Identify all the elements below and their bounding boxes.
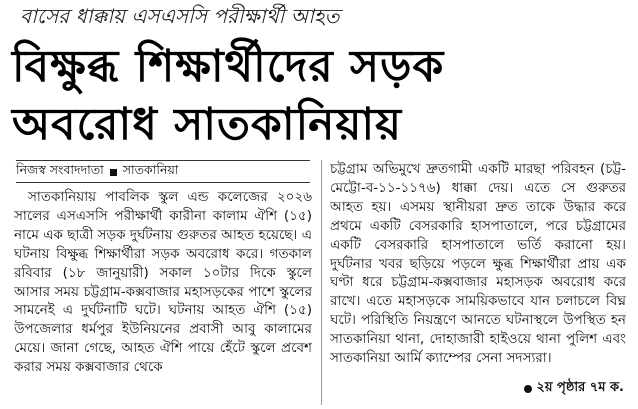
bullet-dot-icon <box>524 385 532 393</box>
byline-location: সাতকানিয়া <box>122 162 179 177</box>
kicker: বাসের ধাক্কায় এসএসসি পরীক্ষার্থী আহত <box>20 4 340 28</box>
article-column-left <box>14 188 312 408</box>
body-paragraph-right: চট্টগ্রাম অভিমুখে দ্রুতগামী একটি মারছা পরিবহন (চট্ট-মেট্টো-ব-১১-১১৭৬) ধাক্কা দেয়। এতে সে গুরুতর আহত হয়। এসময় স্থানীয়রা দ্রুত তাকে উদ্ধার করে প্রথমে একটি বেসরকারি হাসপাতালে, পরে চট্টগ্রামের একটি বেসরকারি হাসপাতালে ভর্তি করানো হয়। দুর্ঘটনার খবর ছড়িয়ে পড়লে ক্ষুব্ধ শিক্ষার্থীরা প্রায় এক ঘণ্টা ধরে চট্টগ্রাম-কক্সবাজার মহাসড়ক অবরোধ করে রাখে। এতে মহাসড়কে সাময়িকভাবে যান চলাচলে বিঘ্ন ঘটে। পরিস্থিতি নিয়ন্ত্রণে আনতে ঘটনাস্থলে উপস্থিত হন সাতকানিয়া থানা, দোহাজারী হাইওয়ে থানা পুলিশ এবং সাতকানিয়া আর্মি ক্যাম্পের সেনা সদস্যরা। <box>330 161 626 367</box>
byline <box>16 162 178 182</box>
byline-bottom-rule <box>16 182 310 183</box>
continued-label: ২য় পৃষ্ঠার ৭ম ক. <box>536 380 624 395</box>
column-divider <box>321 160 322 405</box>
continued-on-link[interactable] <box>524 378 624 399</box>
headline-line-2: অবরোধ সাতকানিয়ায় <box>12 99 403 150</box>
square-bullet-icon <box>110 169 117 176</box>
byline-reporter: নিজস্ব সংবাদদাতা <box>16 162 104 177</box>
headline-line-1: বিক্ষুব্ধ শিক্ষার্থীদের সড়ক <box>12 41 445 92</box>
article-column-right <box>330 160 626 372</box>
headline <box>12 38 632 154</box>
byline-top-rule <box>16 160 310 161</box>
body-paragraph-left: সাতকানিয়ায় পাবলিক স্কুল এন্ড কলেজের ২০২৬ সালের এসএসসি পরীক্ষার্থী কারীনা কালাম ঐশি (১৫) নামে এক ছাত্রী সড়ক দুর্ঘটনায় গুরুতর আহত হয়েছে। এ ঘটনায় বিক্ষুব্ধ শিক্ষার্থীরা সড়ক অবরোধ করে। গতকাল রবিবার (১৮ জানুয়ারী) সকাল ১০টার দিকে স্কুলে আসার সময় চট্টগ্রাম-কক্সবাজার মহাসড়কের পাশে স্কুলের সামনেই এ দুর্ঘটনাটি ঘটে। ঘটনায় আহত ঐশি (১৫) উপজেলার ধর্মপুর ইউনিয়নের প্রবাসী আবু কালামের মেয়ে। জানা গেছে, আহত ঐশি পায়ে হেঁটে স্কুলে প্রবেশ করার সময় কক্সবাজার থেকে <box>14 189 312 376</box>
